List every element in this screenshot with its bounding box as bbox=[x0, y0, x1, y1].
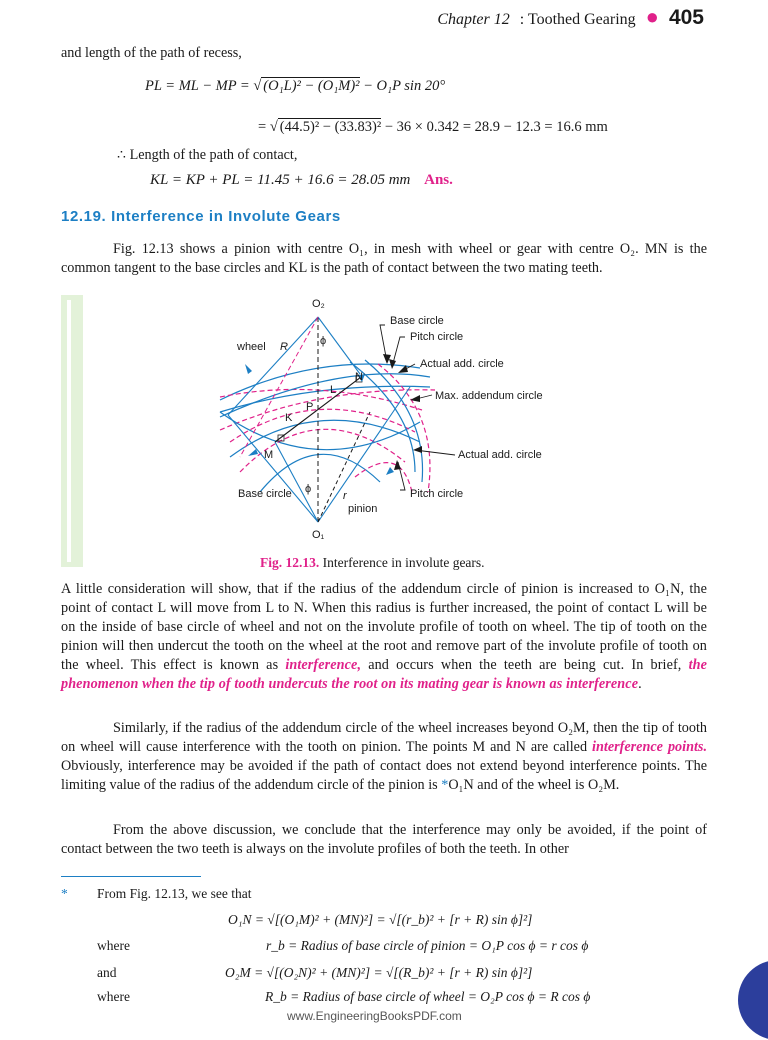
text-span: . bbox=[638, 676, 642, 692]
label-K: K bbox=[285, 412, 293, 424]
equation-radicand: (O₁L)² − (O₁M)² bbox=[263, 78, 360, 94]
chapter-label: Chapter 12 bbox=[437, 11, 510, 28]
arrow-wheel-icon bbox=[245, 364, 252, 374]
footnote-formula-o2m: O₂M = √[(O₂N)² + (MN)²] = √[(R_b)² + [r + R) sin ϕ]²] bbox=[225, 965, 533, 980]
page-header bbox=[437, 6, 704, 30]
footnote-and: and bbox=[97, 965, 117, 980]
label-phi-top: ϕ bbox=[320, 335, 327, 347]
figure-caption bbox=[260, 555, 485, 571]
equation-rest: − O₁P sin 20° bbox=[359, 78, 446, 94]
footnote-marker[interactable]: * bbox=[441, 777, 449, 793]
term-interference-points: interference points. bbox=[592, 739, 707, 755]
paragraph-conclusion bbox=[61, 821, 707, 859]
footnote-formula-Rb: R_b = Radius of base circle of wheel = O₂P cos ϕ = R cos ϕ bbox=[265, 989, 591, 1004]
paragraph-text: Fig. 12.13 shows a pinion with centre O₁, in mesh with wheel or gear with centre O₂. MN is the common tangent to the base circles and KL is the path of contact between the two mating teeth. bbox=[61, 241, 707, 276]
answer-label: Ans. bbox=[424, 172, 453, 188]
sidebar-decoration bbox=[61, 295, 83, 567]
label-pitch-circle-bottom: Pitch circle bbox=[410, 488, 464, 500]
text-span: Obviously, interference may be avoided if the path of contact does not extend beyond interference points. The limiting value of the radius of the addendum circle of the pinion is bbox=[61, 758, 707, 793]
label-base-circle-top: Base circle bbox=[390, 315, 444, 327]
page-number: 405 bbox=[668, 6, 704, 29]
footnote-where-1: where bbox=[97, 938, 130, 953]
arrow-pinion-left-icon bbox=[248, 449, 258, 456]
label-M: M bbox=[264, 449, 274, 461]
caption-number: Fig. 12.13. bbox=[260, 555, 320, 570]
text-span: and occurs when the teeth are being cut. In brief, bbox=[361, 657, 689, 673]
label-r: r bbox=[343, 490, 347, 502]
sidebar-decoration-line bbox=[67, 300, 71, 562]
paragraph-interference bbox=[61, 580, 707, 694]
label-L: L bbox=[330, 384, 337, 396]
line-o2-left bbox=[228, 317, 318, 415]
chapter-title: : Toothed Gearing bbox=[519, 11, 636, 28]
arrowhead-icon bbox=[383, 354, 391, 364]
label-R: R bbox=[280, 341, 288, 353]
section-title: Interference in Involute Gears bbox=[111, 208, 341, 225]
footnote-star: * bbox=[61, 886, 68, 901]
line-o1-left bbox=[228, 415, 318, 522]
pinion-circles bbox=[220, 409, 420, 492]
sqrt-icon: √ bbox=[253, 78, 262, 94]
wheel-actual-addendum bbox=[220, 390, 435, 430]
leader-lines bbox=[380, 325, 455, 490]
equation-radicand: (44.5)² − (33.83)² bbox=[279, 119, 382, 135]
label-pinion: pinion bbox=[348, 503, 378, 515]
arrowhead-icon bbox=[389, 359, 396, 369]
line-o1-m bbox=[275, 442, 318, 522]
label-o2: O₂ bbox=[312, 298, 325, 310]
line-o2-r bbox=[240, 317, 318, 457]
label-o1: O₁ bbox=[312, 529, 325, 541]
leader-arrowheads bbox=[383, 354, 422, 470]
caption-text: Interference in involute gears. bbox=[319, 555, 485, 570]
equation-lhs: PL = ML − MP = bbox=[145, 78, 254, 94]
text-span: Similarly, if the radius of the addendum circle of the wheel increases beyond O₂M, then the tip of tooth on wheel will cause interference with the tooth on pinion. The points M and N are called bbox=[61, 720, 707, 755]
footnote-formula-rb: r_b = Radius of base circle of pinion = O₁P cos ϕ = r cos ϕ bbox=[266, 938, 589, 953]
equation-rest: − 36 × 0.342 = 28.9 − 12.3 = 16.6 mm bbox=[381, 119, 608, 135]
label-max-add: Max. addendum circle bbox=[435, 390, 543, 402]
paragraph-intro bbox=[61, 240, 707, 278]
label-actual-add-bottom: Actual add. circle bbox=[458, 449, 542, 461]
footnote-intro: From Fig. 12.13, we see that bbox=[97, 886, 252, 901]
label-P: P bbox=[306, 401, 314, 413]
bullet-icon: ● bbox=[645, 4, 659, 29]
equation-kl-text: KL = KP + PL = 11.45 + 16.6 = 28.05 mm bbox=[150, 172, 411, 188]
equation-kl bbox=[150, 172, 453, 189]
sqrt-icon: √ bbox=[269, 119, 278, 135]
footnote-where-2: where bbox=[97, 989, 130, 1004]
therefore-text: ∴ Length of the path of contact, bbox=[117, 147, 298, 163]
label-actual-add-top: Actual add. circle bbox=[420, 358, 504, 370]
label-phi-bottom: ϕ bbox=[305, 483, 312, 495]
tangent-mn bbox=[275, 374, 365, 442]
text-span: A little consideration will show, that if the radius of the addendum circle of pinion is increased to O₁N, the point of contact L will move from L to N. When this radius is further increased, the point of contact L will be on the inside of base circle of wheel and not on the involute profile of tooth on wheel. The tip of tooth on the pinion will then undercut the tooth on the wheel at the root and remove part of the involute profile of tooth on the wheel. This effect is known as bbox=[61, 581, 707, 673]
footnote-formula-o1n: O₁N = √[(O₁M)² + (MN)²] = √[(r_b)² + [r + R) sin ϕ]²] bbox=[228, 912, 533, 927]
arc-right-4 bbox=[355, 463, 412, 492]
paragraph-text: From the above discussion, we conclude that the interference may only be avoided, if the point of contact between the two teeth is always on the involute profiles of both the teeth. In other bbox=[61, 822, 707, 857]
footer-url[interactable]: www.EngineeringBooksPDF.com bbox=[287, 1009, 462, 1023]
intro-text: and length of the path of recess, bbox=[61, 45, 242, 61]
paragraph-interference-points bbox=[61, 719, 707, 795]
section-heading bbox=[61, 208, 341, 225]
pinion-base-arc bbox=[260, 454, 380, 492]
footnote-rule bbox=[61, 876, 201, 877]
text-span: O₁N and of the wheel is O₂M. bbox=[448, 777, 620, 793]
definition-interference: the phenomenon when the tip of tooth undercuts the root on its mating gear is known as interference bbox=[61, 657, 708, 692]
equation-lhs: = bbox=[258, 119, 270, 135]
arrow-pinion-right-icon bbox=[386, 467, 394, 475]
gear-interference-figure bbox=[200, 292, 570, 550]
term-interference: interference, bbox=[285, 657, 362, 673]
label-N: N bbox=[355, 371, 363, 383]
label-base-circle-bottom: Base circle bbox=[238, 488, 292, 500]
label-wheel: wheel bbox=[237, 341, 266, 353]
arrowhead-icon bbox=[413, 446, 422, 453]
equation-pl-numeric bbox=[258, 119, 608, 136]
corner-decoration bbox=[738, 960, 768, 1040]
equation-pl bbox=[145, 78, 445, 95]
label-pitch-circle-top: Pitch circle bbox=[410, 331, 464, 343]
section-number: 12.19. bbox=[61, 208, 107, 225]
